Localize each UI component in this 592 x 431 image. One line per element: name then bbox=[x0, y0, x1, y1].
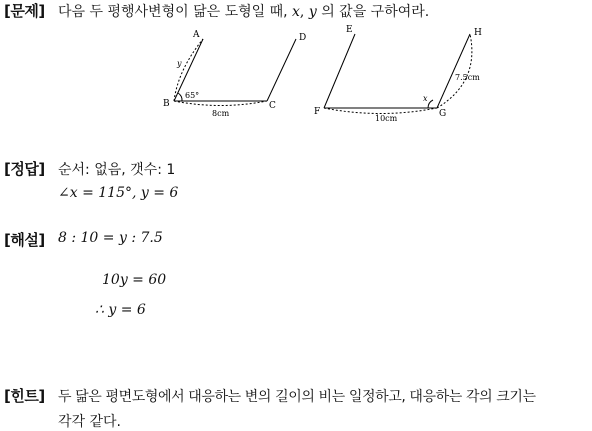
answer-tag: [정답] bbox=[4, 160, 45, 178]
vertex-g-label: G bbox=[439, 109, 447, 119]
angle-b-label: 65° bbox=[185, 91, 200, 100]
vertex-a-label: A bbox=[193, 30, 200, 40]
hint-tag: [힌트] bbox=[4, 387, 45, 405]
vertex-h-label: H bbox=[474, 28, 482, 38]
side-fg-length-label: 10cm bbox=[375, 114, 398, 123]
vertex-c-label: C bbox=[269, 101, 276, 111]
explanation-line-2: 10y = 60 bbox=[102, 272, 167, 288]
problem-var-y: y bbox=[308, 4, 317, 20]
problem-text bbox=[58, 1, 429, 21]
vertex-f-label: F bbox=[314, 107, 321, 117]
explanation-line-1: 8 : 10 = y : 7.5 bbox=[58, 230, 163, 246]
answer-line-2: ∠x = 115°, y = 6 bbox=[58, 185, 179, 201]
explanation-tag: [해설] bbox=[4, 231, 45, 249]
problem-text-a: 다음 두 평행사변형이 닮은 도형일 때, bbox=[58, 4, 288, 20]
problem-tag: [문제] bbox=[4, 2, 45, 20]
angle-g-x-label: x bbox=[423, 94, 428, 103]
hint-line-1: 두 닮은 평면도형에서 대응하는 변의 길이의 비는 일정하고, 대응하는 각의 크기는 bbox=[58, 389, 536, 405]
parallelogram-figure bbox=[150, 20, 500, 130]
problem-text-b: 의 값을 구하여라. bbox=[321, 4, 430, 20]
vertex-b-label: B bbox=[163, 99, 170, 109]
problem-comma: , bbox=[299, 4, 305, 20]
side-gh-length-label: 7.5cm bbox=[455, 73, 480, 82]
parallelogram-efgh bbox=[324, 34, 472, 114]
side-bc-length-label: 8cm bbox=[212, 109, 230, 118]
vertex-e-label: E bbox=[346, 25, 353, 35]
side-ab-y-label: y bbox=[177, 59, 182, 68]
explanation-line-3: ∴ y = 6 bbox=[95, 302, 146, 318]
answer-line-1: 순서: 없음, 갯수: 1 bbox=[58, 162, 176, 178]
problem-var-x: x bbox=[292, 4, 300, 20]
hint-line-2: 각각 같다. bbox=[58, 414, 121, 430]
vertex-d-label: D bbox=[299, 33, 307, 43]
